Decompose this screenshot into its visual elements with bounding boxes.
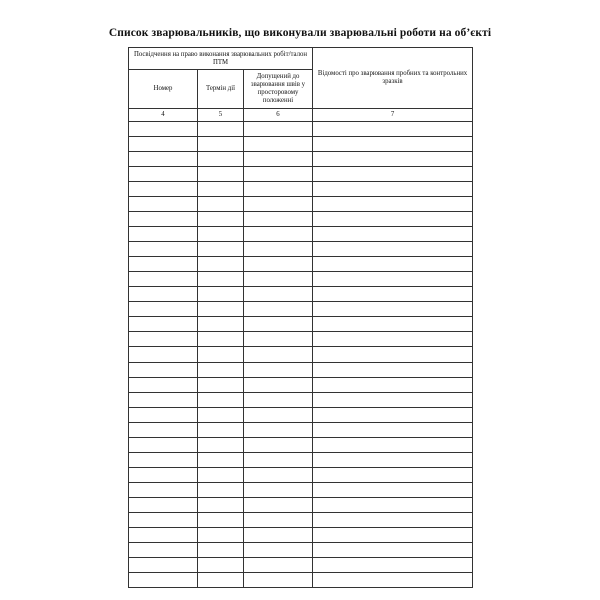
table-row	[129, 572, 473, 587]
table-cell[interactable]	[313, 167, 473, 182]
table-cell[interactable]	[313, 377, 473, 392]
table-cell[interactable]	[244, 497, 313, 512]
table-cell[interactable]	[129, 227, 198, 242]
table-cell[interactable]	[198, 407, 244, 422]
table-cell[interactable]	[244, 302, 313, 317]
table-cell[interactable]	[129, 542, 198, 557]
table-cell[interactable]	[313, 182, 473, 197]
table-cell[interactable]	[198, 512, 244, 527]
table-cell[interactable]	[129, 437, 198, 452]
table-row	[129, 227, 473, 242]
table-row	[129, 527, 473, 542]
table-cell[interactable]	[198, 272, 244, 287]
table-cell[interactable]	[244, 512, 313, 527]
table-cell[interactable]	[244, 257, 313, 272]
table-cell[interactable]	[129, 257, 198, 272]
table-cell[interactable]	[244, 332, 313, 347]
table-cell[interactable]	[244, 482, 313, 497]
table-cell[interactable]	[198, 392, 244, 407]
table-cell[interactable]	[129, 392, 198, 407]
table-cell[interactable]	[129, 197, 198, 212]
table-cell[interactable]	[198, 437, 244, 452]
table-row	[129, 542, 473, 557]
table-cell[interactable]	[198, 182, 244, 197]
page-title: Список зварювальників, що виконували зварювальні роботи на об’єкті	[108, 27, 492, 39]
table-row	[129, 362, 473, 377]
table-row	[129, 197, 473, 212]
table-cell[interactable]	[244, 197, 313, 212]
table-cell[interactable]	[198, 362, 244, 377]
table-cell[interactable]	[313, 272, 473, 287]
column-header-samples-info: Відомості про зварювання пробних та контрольних зразків	[313, 48, 473, 109]
table-cell[interactable]	[198, 197, 244, 212]
table-cell[interactable]	[244, 212, 313, 227]
welders-table	[128, 47, 473, 588]
table-cell[interactable]	[244, 392, 313, 407]
table-cell[interactable]	[313, 257, 473, 272]
table-cell[interactable]	[129, 137, 198, 152]
table-cell[interactable]	[129, 167, 198, 182]
column-number: 5	[198, 109, 244, 122]
table-cell[interactable]	[198, 527, 244, 542]
table-cell[interactable]	[313, 152, 473, 167]
table-row	[129, 422, 473, 437]
column-number: 6	[244, 109, 313, 122]
table-cell[interactable]	[129, 557, 198, 572]
table-cell[interactable]	[313, 317, 473, 332]
table-cell[interactable]	[198, 242, 244, 257]
column-number: 4	[129, 109, 198, 122]
table-cell[interactable]	[313, 287, 473, 302]
table-cell[interactable]	[129, 377, 198, 392]
table-cell[interactable]	[313, 542, 473, 557]
table-cell[interactable]	[129, 422, 198, 437]
table-cell[interactable]	[198, 557, 244, 572]
table-cell[interactable]	[313, 407, 473, 422]
table-cell[interactable]	[313, 197, 473, 212]
table-cell[interactable]	[313, 497, 473, 512]
table-cell[interactable]	[313, 347, 473, 362]
table-cell[interactable]	[244, 347, 313, 362]
table-cell[interactable]	[244, 152, 313, 167]
table-cell[interactable]	[129, 482, 198, 497]
table-row	[129, 122, 473, 137]
table-cell[interactable]	[129, 497, 198, 512]
table-cell[interactable]	[313, 482, 473, 497]
table-cell[interactable]	[244, 557, 313, 572]
column-number: 7	[313, 109, 473, 122]
table-cell[interactable]	[198, 287, 244, 302]
table-row	[129, 317, 473, 332]
table-row	[129, 407, 473, 422]
table-cell[interactable]	[198, 302, 244, 317]
certificate-group-header: Посвідчення на право виконання зварювальних робіт/талон ПТМ	[129, 48, 313, 70]
table-row	[129, 482, 473, 497]
table-cell[interactable]	[198, 377, 244, 392]
table-cell[interactable]	[244, 527, 313, 542]
table-cell[interactable]	[244, 272, 313, 287]
table-cell[interactable]	[129, 362, 198, 377]
table-cell[interactable]	[244, 452, 313, 467]
table-cell[interactable]	[244, 227, 313, 242]
table-cell[interactable]	[129, 242, 198, 257]
table-cell[interactable]	[129, 302, 198, 317]
table-cell[interactable]	[129, 452, 198, 467]
table-cell[interactable]	[313, 392, 473, 407]
table-cell[interactable]	[244, 542, 313, 557]
table-cell[interactable]	[198, 497, 244, 512]
column-header-validity: Термін дії	[198, 70, 244, 109]
table-row	[129, 182, 473, 197]
table-cell[interactable]	[244, 137, 313, 152]
table-cell[interactable]	[198, 227, 244, 242]
table-cell[interactable]	[198, 317, 244, 332]
table-cell[interactable]	[244, 467, 313, 482]
table-row	[129, 242, 473, 257]
table-row	[129, 437, 473, 452]
table-cell[interactable]	[129, 467, 198, 482]
table-cell[interactable]	[129, 272, 198, 287]
table-cell[interactable]	[129, 182, 198, 197]
table-cell[interactable]	[313, 362, 473, 377]
table-cell[interactable]	[198, 332, 244, 347]
table-cell[interactable]	[313, 122, 473, 137]
table-cell[interactable]	[313, 512, 473, 527]
table-cell[interactable]	[313, 137, 473, 152]
table-cell[interactable]	[198, 347, 244, 362]
table-cell[interactable]	[198, 452, 244, 467]
table-cell[interactable]	[198, 167, 244, 182]
table-cell[interactable]	[244, 122, 313, 137]
table-cell[interactable]	[313, 527, 473, 542]
table-cell[interactable]	[198, 122, 244, 137]
table-cell[interactable]	[198, 467, 244, 482]
table-cell[interactable]	[198, 212, 244, 227]
table-cell[interactable]	[129, 347, 198, 362]
table-row	[129, 467, 473, 482]
column-header-position: Допущений до зварювання швів у просторовому положенні	[244, 70, 313, 109]
table-row	[129, 152, 473, 167]
table-row	[129, 212, 473, 227]
table-row	[129, 512, 473, 527]
table-cell[interactable]	[244, 377, 313, 392]
table-cell[interactable]	[129, 407, 198, 422]
table-cell[interactable]	[313, 422, 473, 437]
table-cell[interactable]	[198, 257, 244, 272]
table-cell[interactable]	[244, 182, 313, 197]
table-cell[interactable]	[244, 407, 313, 422]
table-cell[interactable]	[313, 452, 473, 467]
table-row	[129, 347, 473, 362]
table-cell[interactable]	[129, 572, 198, 587]
table-cell[interactable]	[129, 212, 198, 227]
table-cell[interactable]	[313, 212, 473, 227]
table-cell[interactable]	[313, 557, 473, 572]
table-cell[interactable]	[129, 512, 198, 527]
table-cell[interactable]	[198, 482, 244, 497]
table-cell[interactable]	[244, 242, 313, 257]
table-cell[interactable]	[313, 242, 473, 257]
table-cell[interactable]	[129, 332, 198, 347]
table-cell[interactable]	[244, 167, 313, 182]
table-cell[interactable]	[129, 527, 198, 542]
table-cell[interactable]	[313, 332, 473, 347]
table-cell[interactable]	[244, 362, 313, 377]
table-cell[interactable]	[244, 572, 313, 587]
table-cell[interactable]	[244, 317, 313, 332]
table-cell[interactable]	[129, 122, 198, 137]
table-row	[129, 452, 473, 467]
table-cell[interactable]	[244, 437, 313, 452]
table-cell[interactable]	[244, 287, 313, 302]
table-cell[interactable]	[198, 137, 244, 152]
table-cell[interactable]	[313, 467, 473, 482]
table-cell[interactable]	[244, 422, 313, 437]
table-cell[interactable]	[313, 437, 473, 452]
table-cell[interactable]	[129, 317, 198, 332]
table-cell[interactable]	[198, 152, 244, 167]
table-row	[129, 272, 473, 287]
table-cell[interactable]	[313, 302, 473, 317]
column-header-number: Номер	[129, 70, 198, 109]
table-cell[interactable]	[198, 542, 244, 557]
table-row	[129, 302, 473, 317]
table-row	[129, 377, 473, 392]
table-cell[interactable]	[129, 152, 198, 167]
table-cell[interactable]	[198, 422, 244, 437]
table-row	[129, 257, 473, 272]
table-row	[129, 497, 473, 512]
table-cell[interactable]	[313, 572, 473, 587]
table-row	[129, 557, 473, 572]
table-cell[interactable]	[198, 572, 244, 587]
column-number-row	[129, 109, 473, 122]
table-row	[129, 287, 473, 302]
table-cell[interactable]	[129, 287, 198, 302]
table-row	[129, 167, 473, 182]
table-row	[129, 137, 473, 152]
table-row	[129, 332, 473, 347]
table-cell[interactable]	[313, 227, 473, 242]
table-row	[129, 392, 473, 407]
